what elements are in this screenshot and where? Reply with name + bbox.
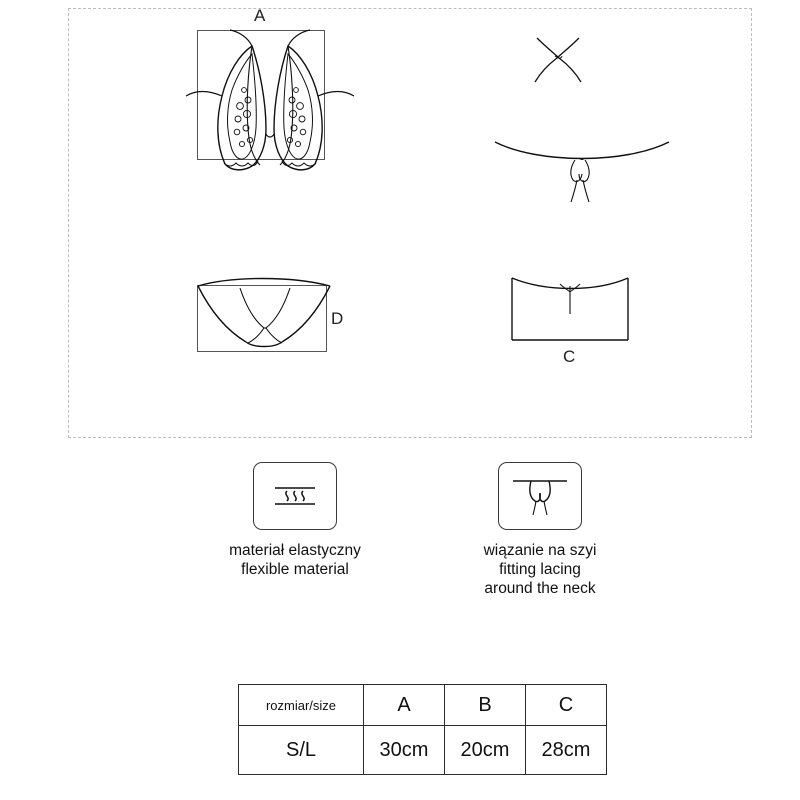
table-header-row: [239, 685, 607, 726]
feature-line: flexible material: [241, 561, 349, 578]
table-header-cell: A: [364, 685, 445, 726]
table-header-cell: C: [526, 685, 607, 726]
table-header-cell: B: [445, 685, 526, 726]
feature-caption: [425, 541, 655, 598]
table-header-cell: rozmiar/size: [239, 685, 364, 726]
dimension-label-a: A: [254, 6, 266, 25]
thong-illustration: [170, 262, 360, 372]
feature-line: materiał elastyczny: [229, 542, 361, 559]
size-table: [238, 684, 607, 775]
dimension-label-c: C: [563, 347, 576, 366]
bra-illustration: [160, 24, 380, 184]
feature-list: [0, 462, 800, 632]
neck-bow-illustration: [515, 30, 605, 100]
table-cell-a: 30cm: [364, 726, 445, 775]
feature-line: fitting lacing: [499, 561, 581, 578]
back-panty-illustration: [500, 270, 640, 360]
table-row: [239, 726, 607, 775]
table-cell-b: 20cm: [445, 726, 526, 775]
table-cell-size: S/L: [239, 726, 364, 775]
underbust-strap-illustration: [487, 130, 677, 220]
neck-lacing-icon: [498, 462, 582, 530]
feature-line: around the neck: [484, 580, 596, 597]
table-cell-c: 28cm: [526, 726, 607, 775]
feature-line: wiązanie na szyi: [483, 542, 597, 559]
dimension-label-d: D: [331, 309, 344, 328]
feature-neck-lacing: [425, 462, 655, 598]
feature-caption: [205, 541, 385, 579]
feature-elastic-material: [205, 462, 385, 579]
elastic-material-icon: [253, 462, 337, 530]
